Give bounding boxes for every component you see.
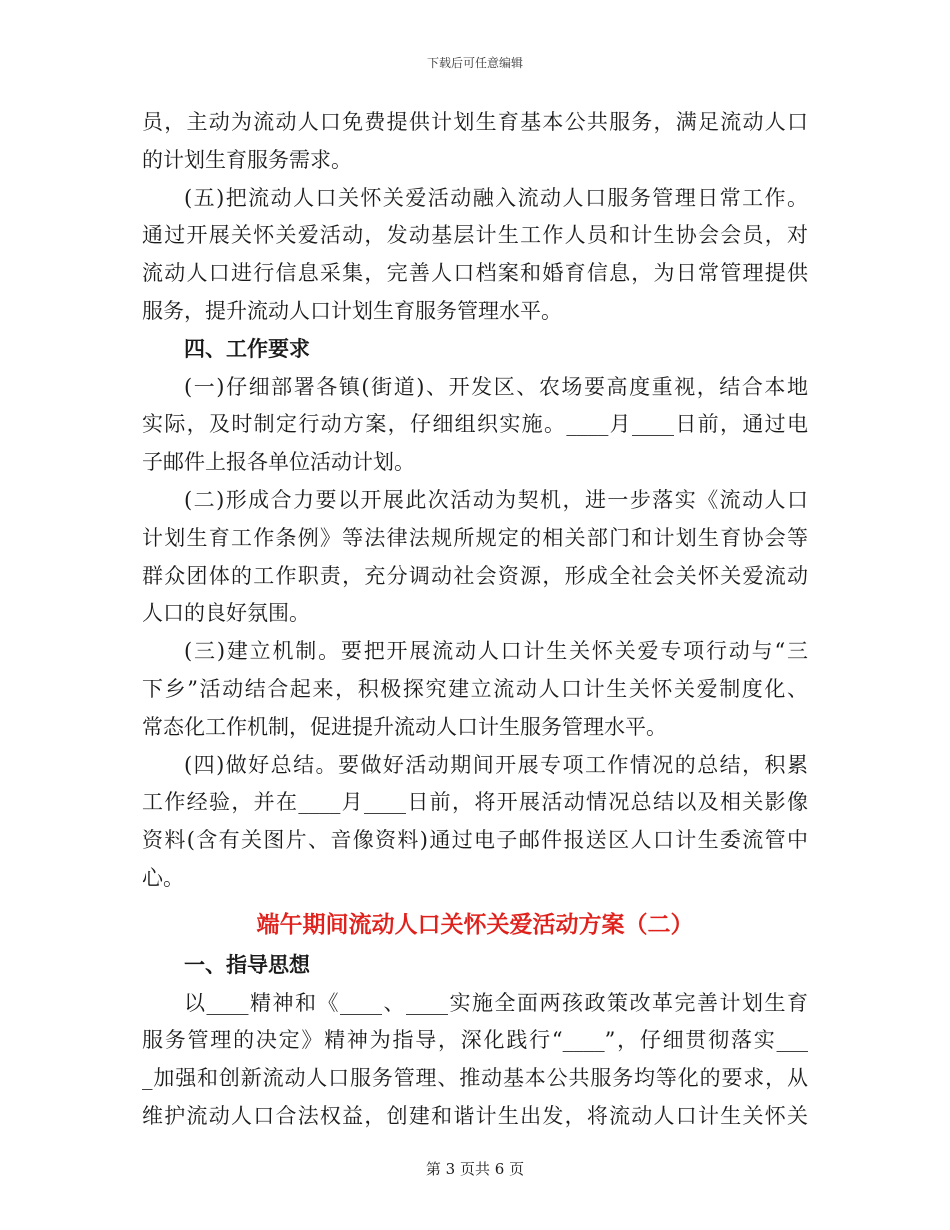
paragraph-line: 计划生育工作条例》等法律法规所规定的相关部门和计划生育协会等 — [142, 525, 808, 550]
paragraph-line: 员，主动为流动人口免费提供计划生育基本公共服务，满足流动人口 — [142, 110, 808, 134]
paragraph-line: 子邮件上报各单位活动计划。 — [142, 450, 415, 475]
page-header-note: 下载后可任意编辑 — [426, 56, 523, 70]
section-heading-guiding-ideology: 一、指导思想 — [184, 952, 310, 977]
paragraph-line: 的计划生育服务需求。 — [142, 147, 352, 172]
paragraph-line: (五)把流动人口关怀关爱活动融入流动人口服务管理日常工作。 — [184, 185, 808, 210]
paragraph-line: 服务，提升流动人口计划生育服务管理水平。 — [142, 298, 562, 323]
paragraph-line: (一)仔细部署各镇(街道)、开发区、农场要高度重视，结合本地 — [184, 374, 808, 399]
paragraph-line: 实际，及时制定行动方案，仔细组织实施。____月____日前，通过电 — [142, 412, 808, 437]
page-number-footer: 第 3 页共 6 页 — [425, 1160, 525, 1178]
paragraph-line: 心。 — [142, 865, 184, 890]
paragraph-line: 维护流动人口合法权益，创建和谐计生出发，将流动人口计生关怀关 — [142, 1103, 808, 1128]
document-body — [142, 104, 808, 1136]
paragraph-line: 通过开展关怀关爱活动，发动基层计生工作人员和计生协会会员，对 — [142, 223, 808, 248]
paragraph-line: (三)建立机制。要把开展流动人口计生关怀关爱专项行动与“三 — [184, 639, 808, 664]
paragraph-line: _加强和创新流动人口服务管理、推动基本公共服务均等化的要求，从 — [142, 1066, 808, 1091]
paragraph-line: 人口的良好氛围。 — [142, 601, 310, 626]
paragraph-line: 下乡”活动结合起来，积极探究建立流动人口计生关怀关爱制度化、 — [142, 676, 808, 701]
paragraph-line: 资料(含有关图片、音像资料)通过电子邮件报送区人口计生委流管中 — [142, 828, 808, 853]
paragraph-line: 流动人口进行信息采集，完善人口档案和婚育信息，为日常管理提供 — [142, 261, 808, 286]
section-heading-requirements: 四、工作要求 — [184, 336, 310, 361]
paragraph-line: 常态化工作机制，促进提升流动人口计生服务管理水平。 — [142, 714, 667, 739]
paragraph-line: 以____精神和《____、____实施全面两孩政策改革完善计划生育 — [184, 990, 808, 1015]
paragraph-line: 服务管理的决定》精神为指导，深化践行“____”，仔细贯彻落实___ — [142, 1028, 808, 1053]
paragraph-line: 工作经验，并在____月____日前，将开展活动情况总结以及相关影像 — [142, 790, 808, 815]
paragraph-line: 群众团体的工作职责，充分调动社会资源，形成全社会关怀关爱流动 — [142, 563, 808, 588]
document-section-title: 端午期间流动人口关怀关爱活动方案（二） — [256, 911, 694, 938]
paragraph-line: (二)形成合力要以开展此次活动为契机，进一步落实《流动人口 — [184, 487, 808, 512]
paragraph-line: (四)做好总结。要做好活动期间开展专项工作情况的总结，积累 — [184, 752, 808, 777]
